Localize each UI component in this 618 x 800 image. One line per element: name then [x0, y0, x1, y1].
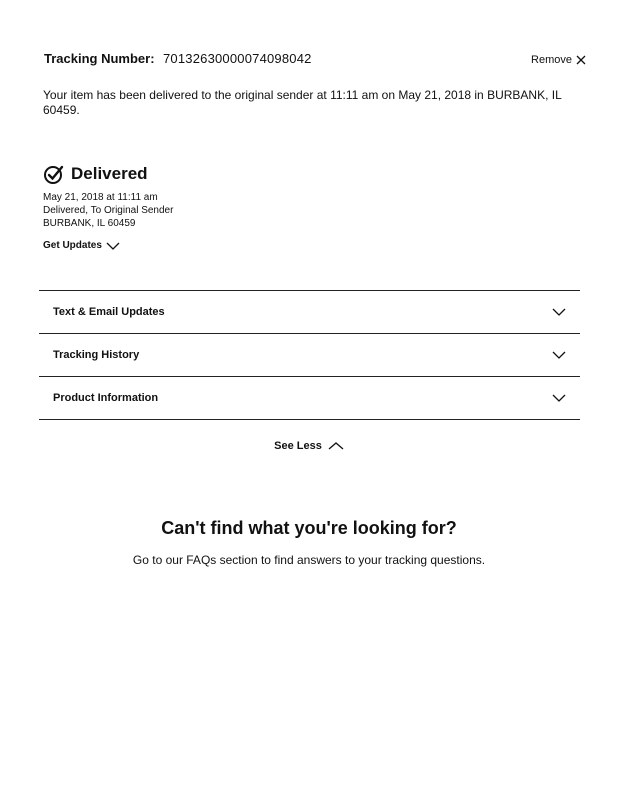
tracking-number-label: Tracking Number: [44, 51, 155, 66]
section-label: Product Information [53, 392, 159, 404]
section-label: Tracking History [53, 349, 140, 361]
get-updates-label: Get Updates [43, 240, 102, 251]
status-head [43, 163, 173, 185]
status-location: BURBANK, IL 60459 [43, 218, 136, 229]
faq-title: Can't find what you're looking for? [161, 518, 457, 538]
section-label: Text & Email Updates [53, 306, 165, 318]
section-product-information[interactable] [39, 377, 580, 419]
remove-button[interactable] [531, 54, 586, 66]
faq-block [0, 518, 618, 567]
check-circle-icon [43, 163, 65, 185]
close-icon [576, 55, 586, 65]
tracking-number [44, 50, 312, 68]
chevron-down-icon [106, 241, 120, 251]
section-text-email-updates[interactable] [39, 291, 580, 333]
chevron-up-icon [328, 441, 344, 451]
faq-link[interactable]: Go to our FAQs section to find answers to your tracking questions. [132, 553, 486, 567]
delivery-summary: Your item has been delivered to the original sender at 11:11 am on May 21, 2018 in BURBANK, IL 60459. [43, 88, 562, 117]
chevron-down-icon [552, 350, 566, 360]
accordion [39, 290, 580, 420]
see-less-label: See Less [274, 440, 322, 452]
see-less-button[interactable] [0, 440, 618, 452]
remove-label: Remove [531, 54, 572, 66]
chevron-down-icon [552, 307, 566, 317]
tracking-number-value: 70132630000074098042 [162, 51, 312, 66]
status-title: Delivered [71, 164, 148, 183]
status-datetime: May 21, 2018 at 11:11 am [43, 192, 158, 203]
get-updates-button[interactable] [43, 240, 173, 251]
faq-text [0, 553, 618, 567]
section-tracking-history[interactable] [39, 334, 580, 376]
chevron-down-icon [552, 393, 566, 403]
tracking-header [44, 50, 586, 68]
status-details [43, 191, 173, 230]
status-block [43, 163, 173, 251]
status-detail: Delivered, To Original Sender [43, 205, 174, 216]
divider [39, 419, 580, 420]
